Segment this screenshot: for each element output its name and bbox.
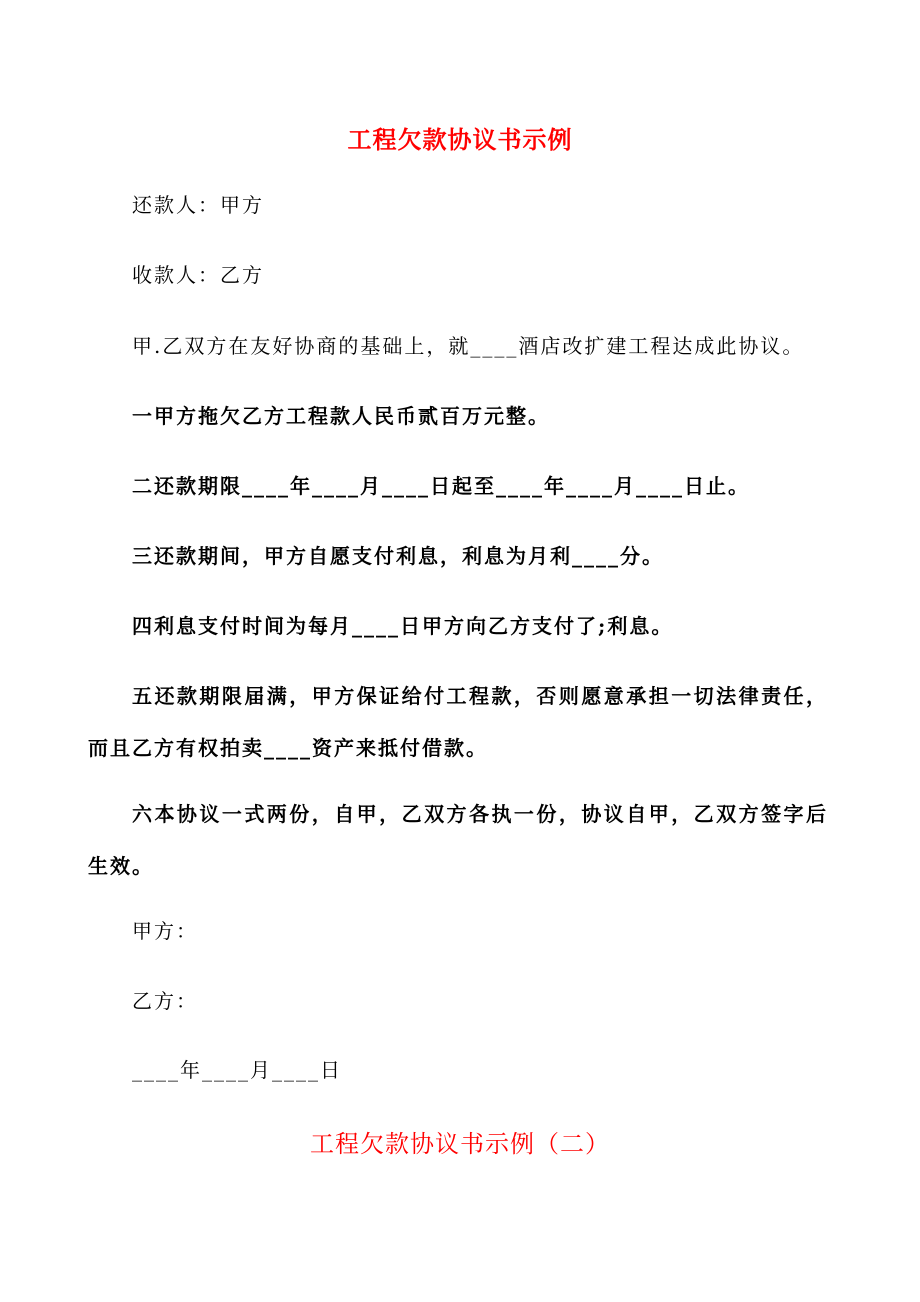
signature-date: ____年____月____日: [132, 1058, 342, 1082]
second-document-title: 工程欠款协议书示例（二）: [310, 1130, 610, 1158]
clause-5: 五还款期限届满，甲方保证给付工程款，否则愿意承担一切法律责任，而且乙方有权拍卖____资产来抵付借款。: [88, 684, 828, 760]
document-title: 工程欠款协议书示例: [347, 125, 573, 154]
repayer-line: 还款人：甲方: [132, 193, 264, 217]
intro-paragraph: 甲.乙双方在友好协商的基础上，就____酒店改扩建工程达成此协议。: [132, 334, 805, 358]
signature-party-b: 乙方：: [132, 989, 198, 1013]
clause-2: 二还款期限____年____月____日起至____年____月____日止。: [132, 474, 750, 498]
clause-3: 三还款期间，甲方自愿支付利息，利息为月利____分。: [132, 544, 664, 568]
payee-line: 收款人：乙方: [132, 263, 264, 287]
signature-party-a: 甲方：: [132, 919, 198, 943]
clause-4: 四利息支付时间为每月____日甲方向乙方支付了;利息。: [132, 614, 674, 638]
clause-6: 六本协议一式两份，自甲，乙双方各执一份，协议自甲，乙双方签字后生效。: [88, 802, 828, 878]
clause-1: 一甲方拖欠乙方工程款人民币贰百万元整。: [132, 404, 550, 428]
